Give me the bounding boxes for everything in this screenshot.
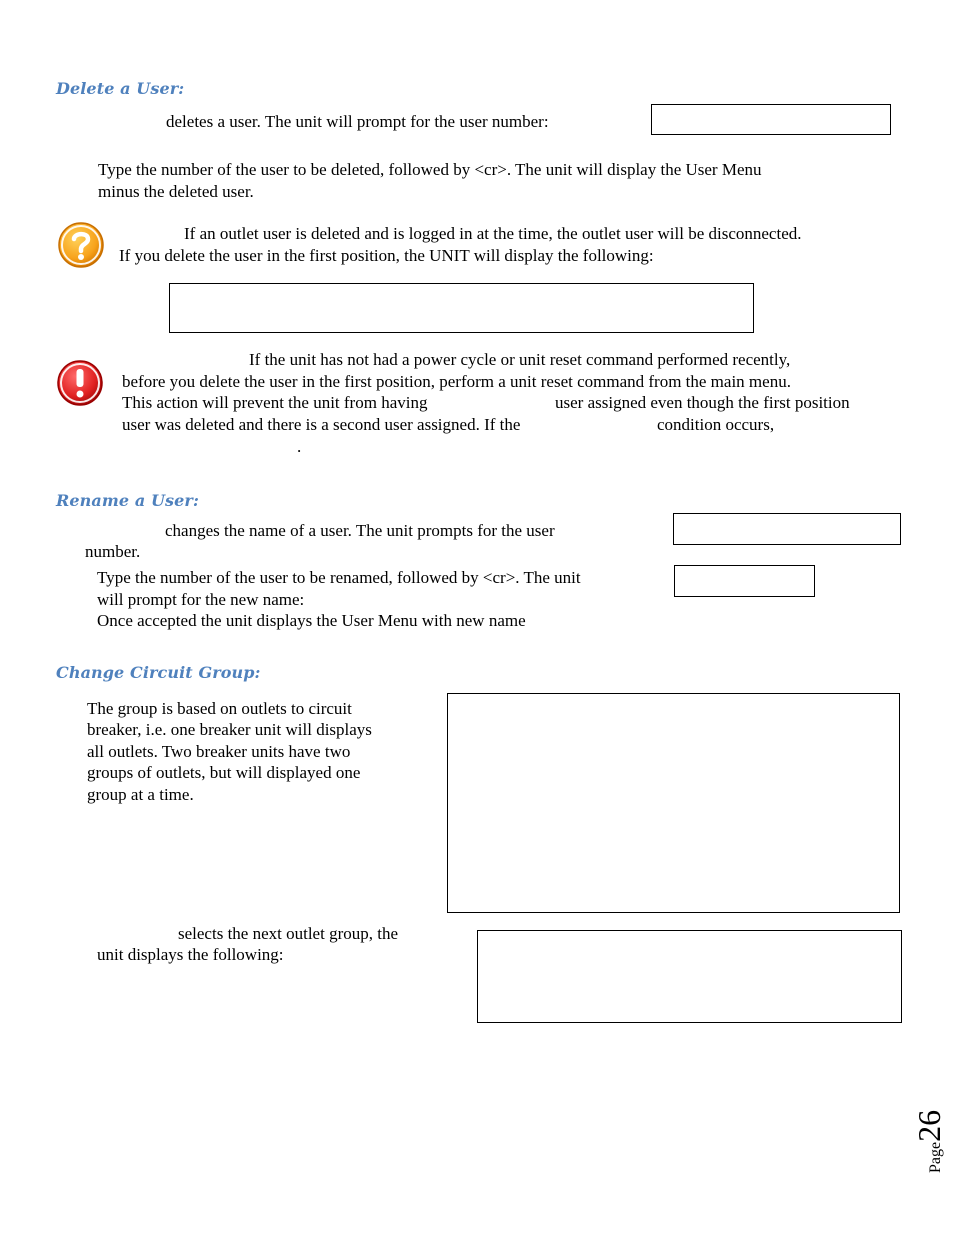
- exclamation-icon: [56, 359, 104, 407]
- note-line2: If you delete the user in the first position, the UNIT will display the following:: [119, 246, 654, 265]
- circuit-group-desc-line2: breaker, i.e. one breaker unit will displays: [87, 720, 372, 739]
- rename-user-line4: will prompt for the new name:: [97, 590, 305, 609]
- warning-line4b: condition occurs,: [657, 415, 775, 434]
- page-number-footer: [893, 1080, 953, 1175]
- next-group-line1: selects the next outlet group, the: [178, 924, 398, 943]
- new-name-prompt-box: [674, 565, 815, 597]
- circuit-group-desc-line1: The group is based on outlets to circuit: [87, 699, 352, 718]
- next-group-line2: unit displays the following:: [97, 945, 284, 964]
- page-number: 26: [911, 1109, 947, 1142]
- note-line1: If an outlet user is deleted and is logged in at the time, the outlet user will be disconnected.: [184, 224, 802, 243]
- circuit-group-desc-line5: group at a time.: [87, 785, 194, 804]
- warning-line4a: user was deleted and there is a second user assigned. If the: [122, 415, 521, 434]
- next-group-display-box: [477, 930, 902, 1023]
- question-icon: [57, 221, 105, 269]
- delete-user-para-line2: minus the deleted user.: [98, 182, 254, 201]
- rename-user-line3: Type the number of the user to be renamed, followed by <cr>. The unit: [97, 568, 581, 587]
- circuit-group-desc-line4: groups of outlets, but will displayed one: [87, 763, 361, 782]
- rename-user-heading: Rename a User:: [56, 491, 199, 510]
- warning-line5: .: [297, 437, 302, 456]
- circuit-group-desc-line3: all outlets. Two breaker units have two: [87, 742, 351, 761]
- delete-user-para-line1: Type the number of the user to be deleted, followed by <cr>. The unit will display the User Menu: [98, 160, 762, 179]
- warning-line3a: This action will prevent the unit from having: [122, 393, 428, 412]
- rename-user-line2: number.: [85, 542, 141, 561]
- rename-user-number-box: [673, 513, 901, 545]
- rename-user-line1: changes the name of a user. The unit prompts for the user: [165, 521, 555, 540]
- user-number-prompt-box: [651, 104, 891, 135]
- first-position-display-box: [169, 283, 754, 333]
- circuit-group-display-box: [447, 693, 900, 913]
- circuit-group-heading: Change Circuit Group:: [56, 663, 261, 682]
- warning-line1: If the unit has not had a power cycle or unit reset command performed recently,: [249, 350, 791, 369]
- delete-user-prompt-text: deletes a user. The unit will prompt for the user number:: [166, 112, 549, 131]
- page-label: Page: [927, 1141, 944, 1173]
- delete-user-heading: Delete a User:: [56, 79, 185, 98]
- warning-line3b: user assigned even though the first position: [555, 393, 850, 412]
- rename-user-line5: Once accepted the unit displays the User Menu with new name: [97, 611, 526, 630]
- warning-line2: before you delete the user in the first position, perform a unit reset command from the main menu.: [122, 372, 791, 391]
